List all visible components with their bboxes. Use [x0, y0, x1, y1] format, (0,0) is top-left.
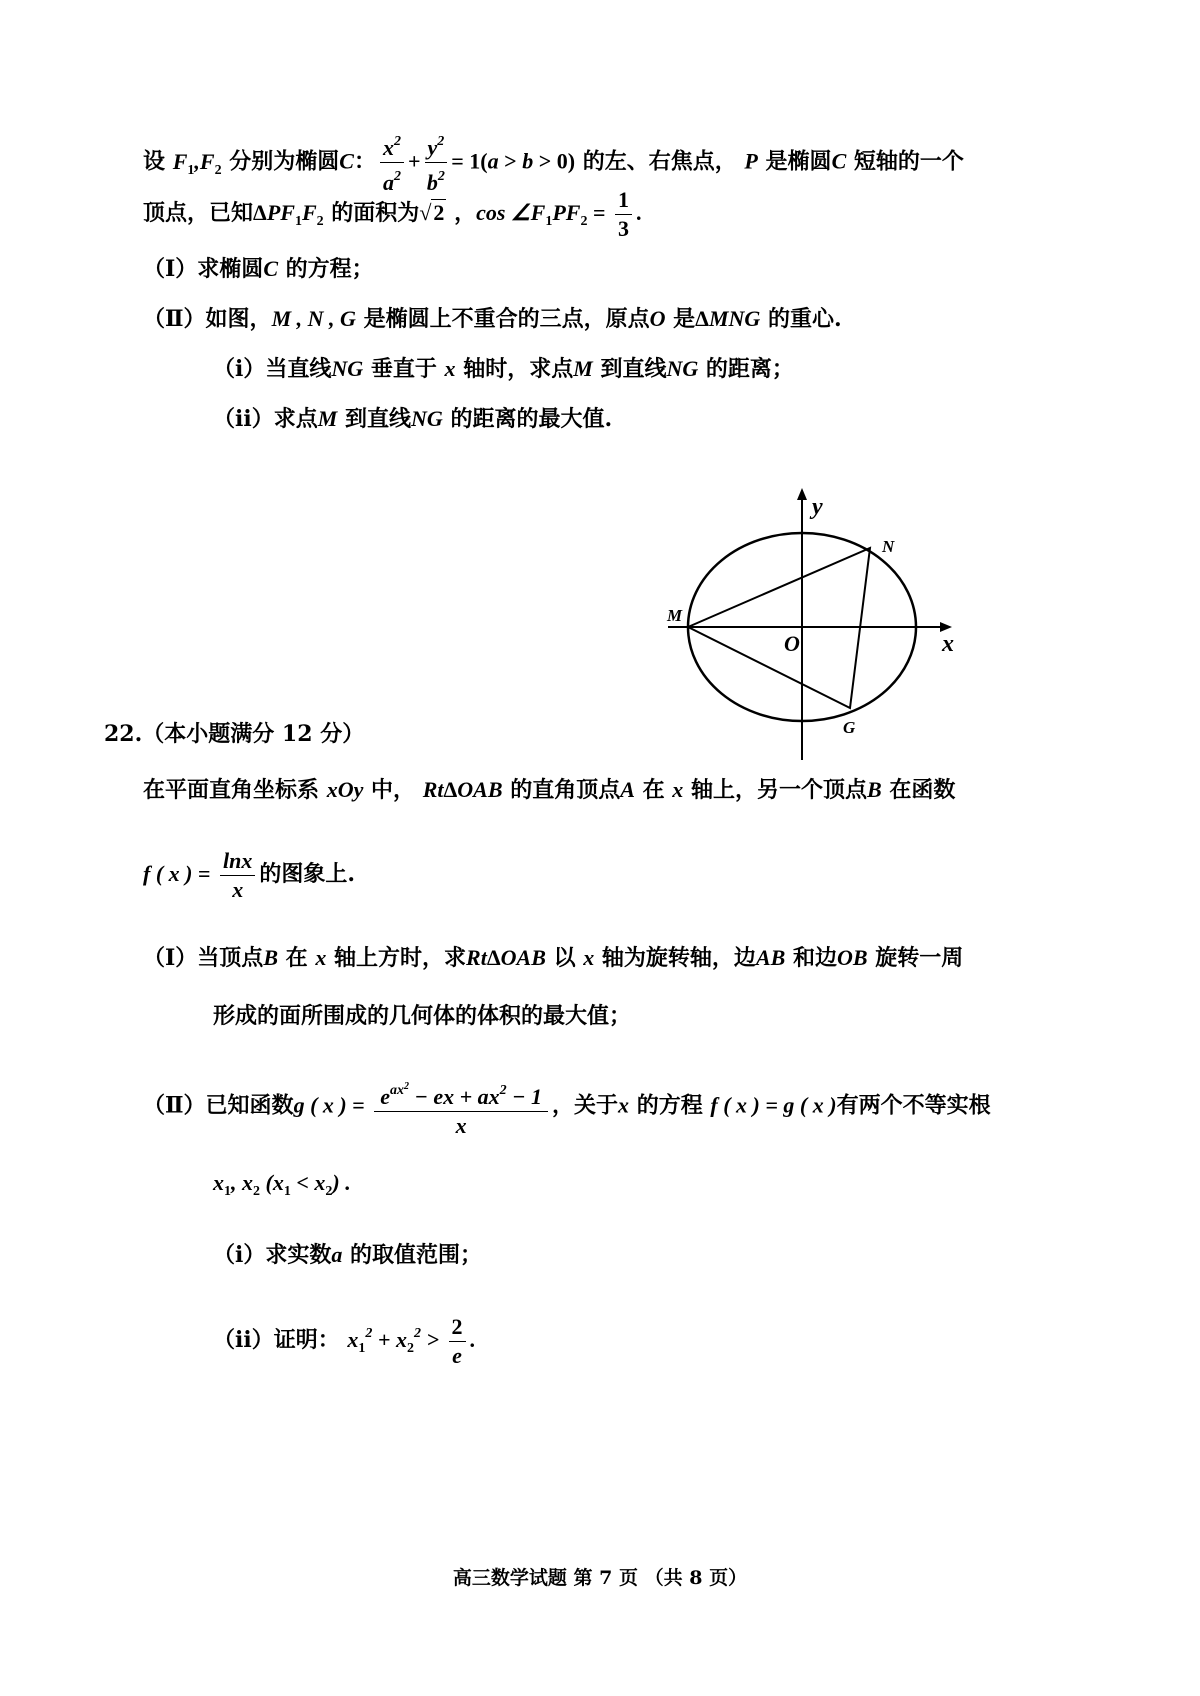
q21-sub2 — [213, 404, 612, 434]
math-frac-lnx-x: $\frac{\ln x}{x}$ — [220, 847, 255, 904]
q22-text: 的取值范围； — [350, 1242, 483, 1268]
q22-part2: （Ⅱ）已知函数g ( x ) = $\frac{e^{ax^2} - ex + ax^2 - 1}{x}$ ，关于x 的方程 f ( x ) = g ( x )有两个不等实根 — [143, 1073, 991, 1140]
q22-text: 已知函数 — [205, 1092, 294, 1119]
math-O: O — [649, 306, 666, 331]
q21-text: 设 — [143, 148, 166, 175]
q22-text: 中， — [371, 777, 416, 803]
q22-header — [104, 719, 364, 749]
part-label: （ⅱ） — [213, 406, 274, 432]
math-NG: NG — [666, 356, 699, 381]
label-N: N — [882, 537, 895, 556]
math-OB: OB — [836, 945, 868, 970]
q21-text: 垂直于 — [370, 356, 437, 382]
label-origin: O — [784, 631, 800, 656]
footer-text: 页 （共 — [618, 1567, 683, 1589]
page-number: 7 — [599, 1567, 613, 1589]
q22-text: 有两个不等实根 — [836, 1092, 991, 1119]
math-fx: f ( x ) — [143, 861, 193, 886]
x-axis — [668, 622, 952, 632]
q22-text: 证明： — [273, 1327, 340, 1353]
q22-text: 的方程 — [636, 1092, 703, 1119]
q21-line1: 设 $F_1,F_2$ 分别为椭圆C： $\frac{x^2}{a^2}$ + $\frac{y^2}{b^2}$ = 1(a > b > 0) 的左、右焦点， P 是椭圆C 短轴的一个 — [143, 128, 964, 199]
math-NG: NG — [410, 406, 443, 431]
footer-text: 页） — [709, 1567, 748, 1589]
q21-part2 — [143, 304, 842, 334]
math-P: P — [744, 148, 758, 174]
q21-text: 的左、右焦点， — [582, 148, 737, 175]
math-x: x — [583, 945, 595, 970]
q22-text: 的直角顶点 — [510, 777, 621, 803]
q22-function: f ( x ) = $\frac{\ln x}{x}$ 的图象上. — [143, 847, 356, 902]
q22-text: 轴上，另一个顶点 — [690, 777, 867, 803]
math-MNG: M , N , G — [271, 306, 356, 331]
label-G: G — [843, 718, 856, 737]
math-frac-gx: $\frac{e^{ax^2} - ex + ax^2 - 1}{x}$ — [374, 1073, 548, 1140]
math-A: A — [620, 777, 635, 802]
q22-intro — [143, 775, 955, 805]
math-AB: AB — [755, 945, 786, 970]
math-eq1: = 1(a > b > 0) — [451, 148, 576, 174]
math-triangle-MNG: ΔMNG — [695, 306, 761, 331]
q22-text: 旋转一周 — [875, 945, 964, 971]
q21-text: 的面积为 — [331, 200, 420, 226]
math-RtOAB: RtΔOAB — [466, 945, 546, 970]
math-xOy: xOy — [326, 777, 364, 802]
part-label: （Ⅰ） — [143, 945, 198, 971]
label-x: x — [942, 631, 954, 657]
q22-text: 在平面直角坐标系 — [143, 777, 320, 803]
q21-text: 的距离； — [705, 356, 794, 382]
q21-text: 短轴的一个 — [853, 148, 964, 175]
page-total: 8 — [689, 1567, 703, 1589]
q21-text: 的重心. — [767, 306, 842, 332]
q21-text: 轴时，求点 — [463, 356, 574, 382]
math-x: x — [444, 356, 456, 381]
label-M: M — [667, 606, 683, 625]
math-B: B — [866, 777, 882, 802]
q22-text: 和边 — [792, 945, 837, 971]
part-label: （ⅰ） — [213, 356, 266, 382]
q22-text: 轴为旋转轴，边 — [601, 945, 756, 971]
q21-text: 求点 — [273, 406, 318, 432]
q21-text: 分别为椭圆 — [229, 148, 340, 175]
q22-text: 在 — [285, 945, 308, 971]
math-gx: g ( x ) — [293, 1092, 347, 1118]
q21-line2: 顶点，已知$\Delta PF_1F_2$ 的面积为√2 ，$\cos \angle F_1PF_2$ = $\frac{1}{3}$ . — [143, 186, 642, 241]
math-B: B — [263, 945, 278, 970]
part-label: （Ⅱ） — [143, 1092, 206, 1119]
math-cos: $\cos \angle F_1PF_2$ — [476, 200, 588, 229]
math-frac-y2b2: $\frac{y^2}{b^2}$ — [425, 128, 448, 197]
q21-text: 是椭圆 — [765, 148, 832, 175]
q22-text: 以 — [553, 945, 576, 971]
math-C: C — [831, 148, 847, 174]
part-label: （ⅱ） — [213, 1327, 274, 1353]
footer-text: 高三数学试题 第 — [452, 1567, 593, 1589]
math-triangle-PF1F2: $\Delta PF_1F_2$ — [253, 200, 324, 229]
q22-sub2: （ⅱ）证明： $x_1^2 + x_2^2$ > $\frac{2}{e}$ . — [213, 1313, 475, 1368]
math-a: a — [331, 1242, 343, 1267]
part-label: （Ⅰ） — [143, 256, 198, 282]
math-RtOAB: RtΔOAB — [422, 777, 503, 802]
q21-text: ， — [454, 200, 477, 226]
math-M: M — [573, 356, 593, 381]
q22-text: 轴上方时，求 — [334, 945, 467, 971]
part-label: （Ⅱ） — [143, 306, 206, 332]
math-frac-1-3: $\frac{1}{3}$ — [615, 186, 632, 243]
q21-text: 的距离的最大值. — [450, 406, 613, 432]
question-header: 22.（本小题满分 12 分） — [104, 721, 365, 747]
q21-text: 到直线 — [344, 406, 411, 432]
q22-text: 在函数 — [889, 777, 956, 803]
q22-sub1 — [213, 1240, 482, 1270]
math-x: x — [672, 777, 684, 802]
q22-part1 — [143, 943, 963, 973]
math-x: x — [618, 1092, 630, 1118]
ellipse-figure — [660, 488, 972, 768]
q21-text: 顶点，已知 — [143, 200, 254, 226]
math-inequality: $x_1^2 + x_2^2$ > — [347, 1326, 445, 1356]
math-C: C — [263, 256, 278, 281]
q22-roots — [213, 1168, 351, 1207]
q22-text: 的图象上. — [259, 861, 356, 887]
q21-text: 求椭圆 — [197, 256, 264, 282]
math-roots: $x_1$, $x_2$ $(x_1 < x_2)$ . — [213, 1170, 351, 1199]
q22-text: 当顶点 — [197, 945, 264, 971]
math-fx-eq-gx: f ( x ) = g ( x ) — [710, 1092, 837, 1118]
math-x: x — [315, 945, 327, 970]
q21-text: 是椭圆上不重合的三点，原点 — [363, 306, 650, 332]
part-label: （ⅰ） — [213, 1242, 266, 1268]
q21-text: 是 — [673, 306, 696, 332]
q22-text: ，关于 — [552, 1092, 619, 1119]
q21-text: 到直线 — [600, 356, 667, 382]
q22-text: 求实数 — [265, 1242, 332, 1268]
q21-text: 如图， — [205, 306, 272, 332]
math-frac-2-e: $\frac{2}{e}$ — [449, 1313, 466, 1370]
q21-text: 当直线 — [265, 356, 332, 382]
y-axis — [797, 488, 807, 760]
page-footer — [0, 1563, 1200, 1590]
math-F1F2: $F_1,F_2$ — [172, 148, 222, 178]
q22-part1-line2 — [213, 1001, 631, 1031]
q21-text: 的方程； — [285, 256, 374, 282]
label-y: y — [812, 494, 823, 520]
q21-part1 — [143, 254, 374, 284]
q21-sub1 — [213, 354, 794, 384]
q22-text: 形成的面所围成的几何体的体积的最大值； — [213, 1003, 632, 1029]
math-C: C — [339, 148, 354, 174]
q22-text: 在 — [642, 777, 665, 803]
math-sqrt2: √2 — [419, 200, 445, 225]
math-M: M — [317, 406, 338, 431]
math-frac-x2a2: $\frac{x^2}{a^2}$ — [380, 128, 404, 197]
math-NG: NG — [331, 356, 364, 381]
